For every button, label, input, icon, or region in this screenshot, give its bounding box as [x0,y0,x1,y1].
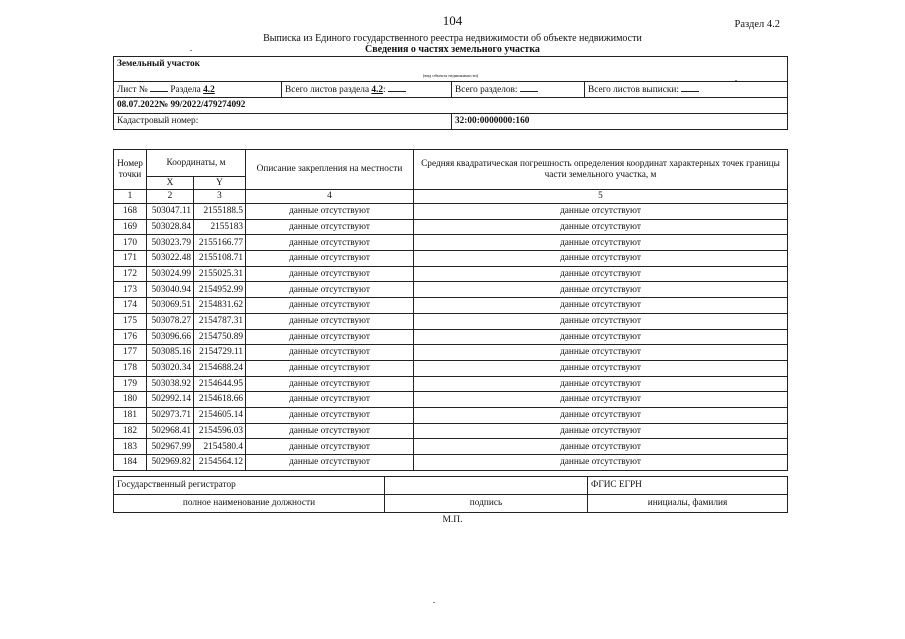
section-label: Раздел 4.2 [734,19,780,30]
column-numbers-row [114,190,788,204]
error-cell: данные отсутствуют [414,204,788,220]
signature-caption: подпись [385,495,588,513]
x-coordinate-cell: 503038.92 [147,376,194,392]
x-coordinate-cell: 502969.82 [147,455,194,471]
table-row [114,298,788,314]
section-ref-label: Раздела [170,85,201,96]
description-cell: данные отсутствуют [246,423,414,439]
table-row [114,329,788,345]
y-coordinate-cell: 2155108.71 [194,251,246,267]
cadastral-row [114,114,788,130]
point-number-cell: 183 [114,439,147,455]
table-row [114,345,788,361]
point-number-cell: 172 [114,266,147,282]
y-coordinate-cell: 2154580.4 [194,439,246,455]
col-number-4: 4 [246,190,414,204]
col-number-3: 3 [194,190,246,204]
point-number-cell: 177 [114,345,147,361]
error-cell: данные отсутствуют [414,360,788,376]
coordinates-table [113,149,788,471]
y-coordinate-cell: 2155183 [194,219,246,235]
description-cell: данные отсутствуют [246,392,414,408]
y-coordinate-cell: 2155025.31 [194,266,246,282]
sheet-info-row [114,82,788,98]
y-coordinate-cell: 2154750.89 [194,329,246,345]
point-number-cell: 181 [114,407,147,423]
table-row [114,439,788,455]
extract-header-table [113,56,788,130]
description-cell: данные отсутствуют [246,313,414,329]
error-cell: данные отсутствуют [414,313,788,329]
description-cell: данные отсутствуют [246,298,414,314]
description-cell: данные отсутствуют [246,235,414,251]
scan-speck [190,50,192,51]
x-coordinate-cell: 503024.99 [147,266,194,282]
col-coords: Координаты, м [147,150,246,177]
error-cell: данные отсутствуют [414,423,788,439]
description-cell: данные отсутствуют [246,266,414,282]
x-coordinate-cell: 502992.14 [147,392,194,408]
point-number-cell: 174 [114,298,147,314]
error-cell: данные отсутствуют [414,376,788,392]
sheet-number-cell [114,82,282,98]
stamp-place: М.П. [442,515,463,525]
y-coordinate-cell: 2154596.03 [194,423,246,439]
error-cell: данные отсутствуют [414,251,788,267]
total-sheets-section-value: 4.2 [371,85,384,96]
y-coordinate-cell: 2154831.62 [194,298,246,314]
x-coordinate-cell: 503085.16 [147,345,194,361]
table-row [114,455,788,471]
x-coordinate-cell: 503040.94 [147,282,194,298]
x-coordinate-cell: 503047.11 [147,204,194,220]
point-number-cell: 171 [114,251,147,267]
error-cell: данные отсутствуют [414,345,788,361]
x-coordinate-cell: 503028.84 [147,219,194,235]
x-coordinate-cell: 502973.71 [147,407,194,423]
description-cell: данные отсутствуют [246,407,414,423]
col-number-1: 1 [114,190,147,204]
point-number-cell: 182 [114,423,147,439]
col-number-2: 2 [147,190,194,204]
table-row [114,251,788,267]
registrar-label: Государственный регистратор [114,477,385,495]
description-cell: данные отсутствуют [246,345,414,361]
coordinates-header-row [114,150,788,177]
total-sheets-extract-blank [681,83,699,92]
object-type-note-row [114,72,788,82]
coordinates-body [114,204,788,471]
y-coordinate-cell: 2154729.11 [194,345,246,361]
document-subtitle: Сведения о частях земельного участка [365,44,540,55]
x-coordinate-cell: 502967.99 [147,439,194,455]
x-coordinate-cell: 503078.27 [147,313,194,329]
error-cell: данные отсутствуют [414,439,788,455]
col-y: Y [194,177,246,190]
table-row [114,423,788,439]
description-cell: данные отсутствуют [246,251,414,267]
error-cell: данные отсутствуют [414,329,788,345]
description-cell: данные отсутствуют [246,360,414,376]
section-ref-value: 4.2 [203,85,215,96]
description-cell: данные отсутствуют [246,439,414,455]
total-sheets-section-blank [388,83,406,92]
x-coordinate-cell: 503096.66 [147,329,194,345]
y-coordinate-cell: 2154564.12 [194,455,246,471]
x-coordinate-cell: 503022.48 [147,251,194,267]
description-cell: данные отсутствуют [246,204,414,220]
error-cell: данные отсутствуют [414,298,788,314]
point-number-cell: 173 [114,282,147,298]
error-cell: данные отсутствуют [414,219,788,235]
registrar-row [114,477,788,495]
total-sections-cell [452,82,585,98]
col-point-number: Номер точки [114,150,147,190]
table-row [114,407,788,423]
col-error: Средняя квадратическая погрешность определения координат характерных точек границы части земельного участка, м [414,150,788,190]
table-row [114,392,788,408]
col-x: X [147,177,194,190]
page-number: 104 [442,13,463,28]
table-row [114,235,788,251]
y-coordinate-cell: 2155166.77 [194,235,246,251]
total-sections-label: Всего разделов: [455,85,518,96]
table-row [114,266,788,282]
total-sheets-extract-label: Всего листов выписки: [588,85,679,96]
total-sections-blank [520,83,538,92]
y-coordinate-cell: 2154618.66 [194,392,246,408]
y-coordinate-cell: 2154644.95 [194,376,246,392]
table-row [114,360,788,376]
description-cell: данные отсутствуют [246,329,414,345]
date-and-number: 08.07.2022№ 99/2022/479274092 [114,98,788,114]
error-cell: данные отсутствуют [414,455,788,471]
object-type: Земельный участок [114,57,788,73]
point-number-cell: 179 [114,376,147,392]
date-number-row [114,98,788,114]
system-name: ФГИС ЕГРН [588,477,788,495]
error-cell: данные отсутствуют [414,235,788,251]
x-coordinate-cell: 503069.51 [147,298,194,314]
captions-row [114,495,788,513]
total-sheets-extract-cell [585,82,788,98]
cadastral-value: 32:00:0000000:160 [452,114,788,130]
cadastral-label: Кадастровый номер: [114,114,452,130]
point-number-cell: 176 [114,329,147,345]
table-row [114,376,788,392]
table-row [114,204,788,220]
point-number-cell: 170 [114,235,147,251]
error-cell: данные отсутствуют [414,407,788,423]
sheet-label: Лист № [117,85,148,96]
point-number-cell: 180 [114,392,147,408]
table-row [114,219,788,235]
document-title: Выписка из Единого государственного реестра недвижимости об объекте недвижимости [263,33,642,44]
y-coordinate-cell: 2154952.99 [194,282,246,298]
col-number-5: 5 [414,190,788,204]
object-type-note: (вид объекта недвижимости) [114,72,788,82]
error-cell: данные отсутствуют [414,392,788,408]
signature-cell [385,477,588,495]
y-coordinate-cell: 2154605.14 [194,407,246,423]
x-coordinate-cell: 503023.79 [147,235,194,251]
x-coordinate-cell: 502968.41 [147,423,194,439]
sheet-number-blank [150,83,168,92]
point-number-cell: 168 [114,204,147,220]
description-cell: данные отсутствуют [246,455,414,471]
error-cell: данные отсутствуют [414,266,788,282]
description-cell: данные отсутствуют [246,282,414,298]
initials-caption: инициалы, фамилия [588,495,788,513]
table-row [114,282,788,298]
y-coordinate-cell: 2154688.24 [194,360,246,376]
error-cell: данные отсутствуют [414,282,788,298]
table-row [114,313,788,329]
object-type-row [114,57,788,73]
total-sheets-section-label: Всего листов раздела [285,85,370,96]
scan-speck [433,602,435,603]
point-number-cell: 169 [114,219,147,235]
y-coordinate-cell: 2154787.31 [194,313,246,329]
point-number-cell: 178 [114,360,147,376]
scan-speck [735,80,737,81]
total-sheets-section-cell: Всего листов раздела 4.2: [282,82,452,98]
point-number-cell: 175 [114,313,147,329]
position-caption: полное наименование должности [114,495,385,513]
signature-table [113,476,788,513]
point-number-cell: 184 [114,455,147,471]
col-description: Описание закрепления на местности [246,150,414,190]
y-coordinate-cell: 2155188.5 [194,204,246,220]
x-coordinate-cell: 503020.34 [147,360,194,376]
description-cell: данные отсутствуют [246,376,414,392]
description-cell: данные отсутствуют [246,219,414,235]
